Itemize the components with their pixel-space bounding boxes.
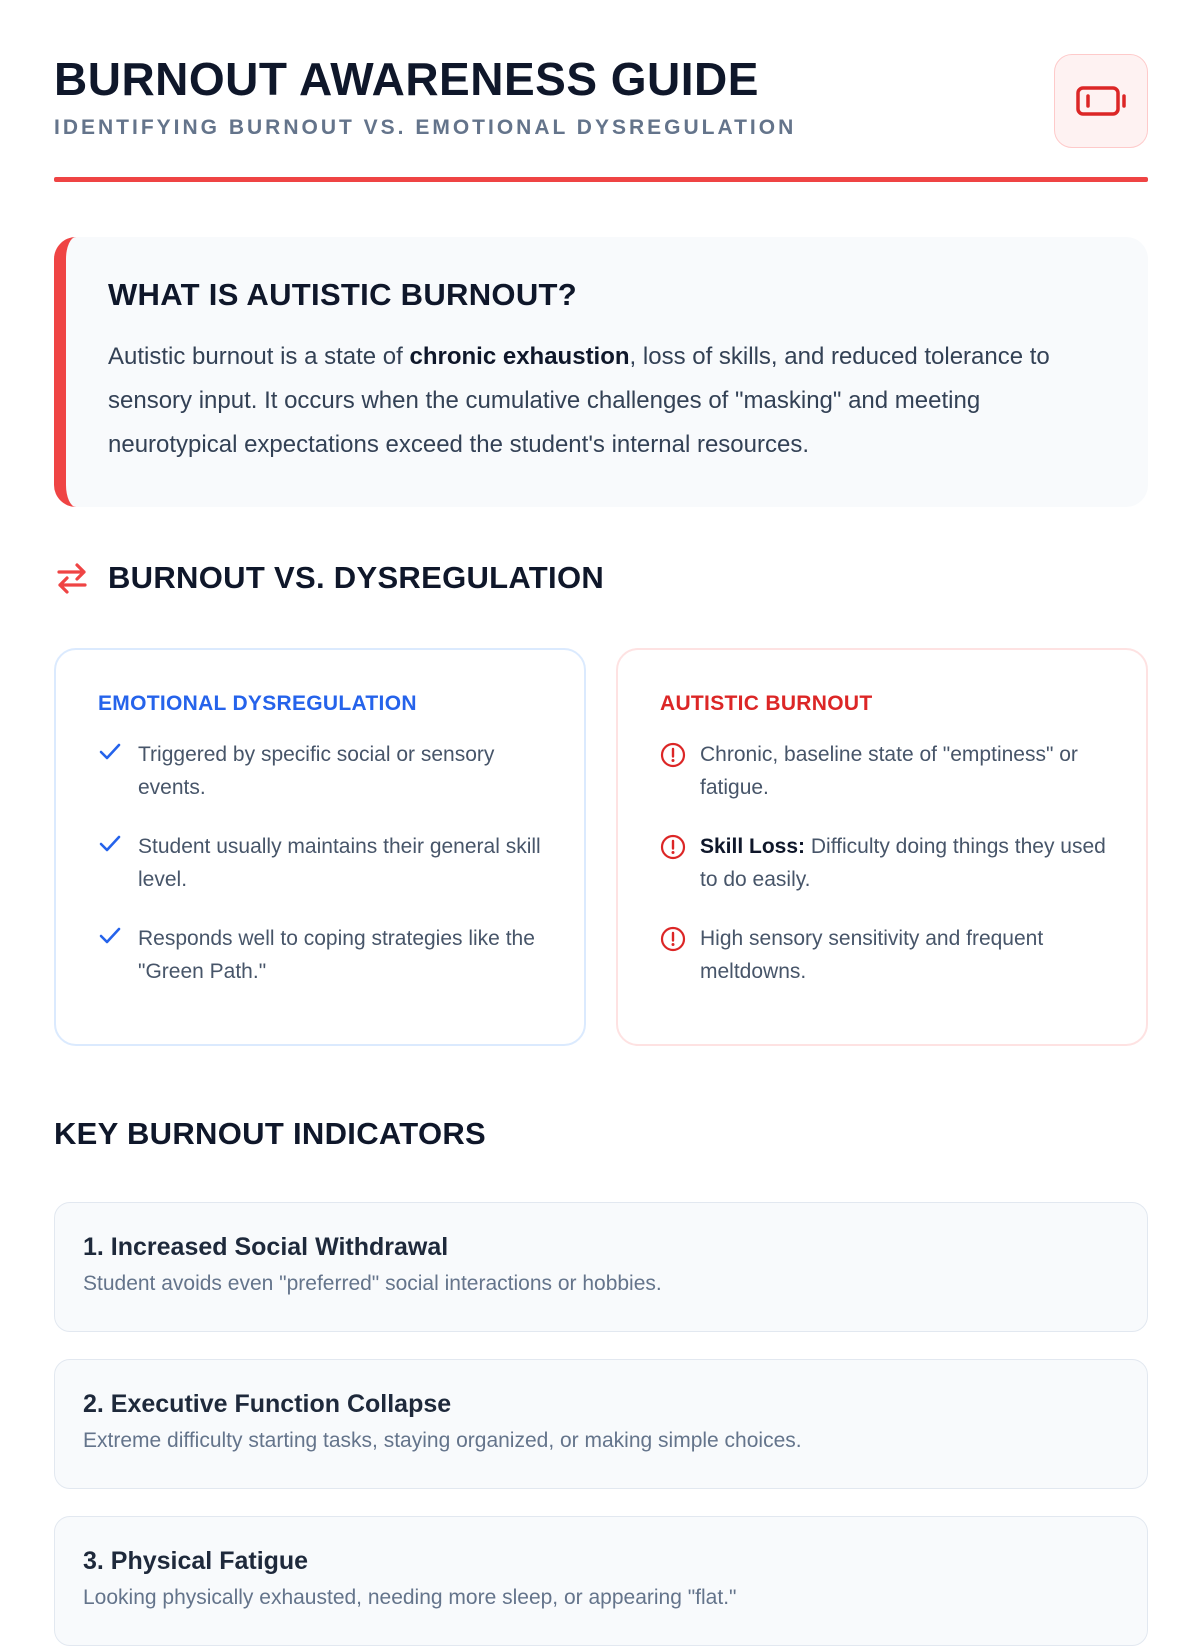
- alert-circle-icon: [660, 922, 700, 957]
- list-item: Triggered by specific social or sensory events.: [98, 738, 544, 804]
- intro-emphasis: chronic exhaustion: [409, 343, 630, 370]
- battery-button[interactable]: [1054, 54, 1148, 148]
- indicator-card: [54, 1516, 1148, 1646]
- indicator-card: [54, 1359, 1148, 1489]
- list-item: Chronic, baseline state of "emptiness" or fatigue.: [660, 738, 1106, 804]
- header: [54, 0, 1148, 186]
- list-item: Student usually maintains their general skill level.: [98, 830, 544, 896]
- list-item: High sensory sensitivity and frequent meltdowns.: [660, 922, 1106, 988]
- list-item: Skill Loss: Difficulty doing things they used to do easily.: [660, 830, 1106, 896]
- comparison-heading: [54, 560, 604, 596]
- skill-loss-label: Skill Loss:: [700, 835, 806, 858]
- indicator-title: 3. Physical Fatigue: [83, 1547, 309, 1575]
- alert-circle-icon: [660, 830, 700, 865]
- burnout-list: [660, 738, 1106, 988]
- dysregulation-list: [98, 738, 544, 988]
- comparison-title: BURNOUT VS. DYSREGULATION: [108, 560, 605, 595]
- indicator-title: 1. Increased Social Withdrawal: [83, 1233, 449, 1261]
- alert-circle-icon: [660, 738, 700, 773]
- battery-low-icon: [1075, 84, 1127, 118]
- indicator-title: 2. Executive Function Collapse: [83, 1390, 452, 1418]
- arrows-exchange-icon: [54, 560, 90, 596]
- check-icon: [98, 830, 138, 859]
- intro-text: Autistic burnout is a state of chronic exhaustion, loss of skills, and reduced tolerance to sensory input. It occurs when the cumulative challenges of "masking" and meeting neurotypical expectations exceed the student's internal resources.: [108, 343, 1050, 458]
- dysregulation-card: [54, 648, 586, 1046]
- check-icon: [98, 738, 138, 767]
- page-title: BURNOUT AWARENESS GUIDE: [54, 53, 759, 105]
- intro-card: [54, 237, 1148, 507]
- intro-heading: WHAT IS AUTISTIC BURNOUT?: [108, 277, 578, 312]
- check-icon: [98, 922, 138, 951]
- list-item: Responds well to coping strategies like the "Green Path.": [98, 922, 544, 988]
- burnout-title: AUTISTIC BURNOUT: [660, 692, 873, 715]
- header-divider: [54, 177, 1148, 182]
- indicator-description: Extreme difficulty starting tasks, staying organized, or making simple choices.: [83, 1429, 802, 1452]
- burnout-card: [616, 648, 1148, 1046]
- dysregulation-title: EMOTIONAL DYSREGULATION: [98, 692, 417, 715]
- indicator-description: Looking physically exhausted, needing more sleep, or appearing "flat.": [83, 1586, 737, 1609]
- indicator-description: Student avoids even "preferred" social interactions or hobbies.: [83, 1272, 662, 1295]
- indicator-card: [54, 1202, 1148, 1332]
- guide-page: [54, 0, 1148, 1609]
- page-subtitle: IDENTIFYING BURNOUT VS. EMOTIONAL DYSREGULATION: [54, 116, 797, 139]
- indicators-heading: KEY BURNOUT INDICATORS: [54, 1116, 487, 1151]
